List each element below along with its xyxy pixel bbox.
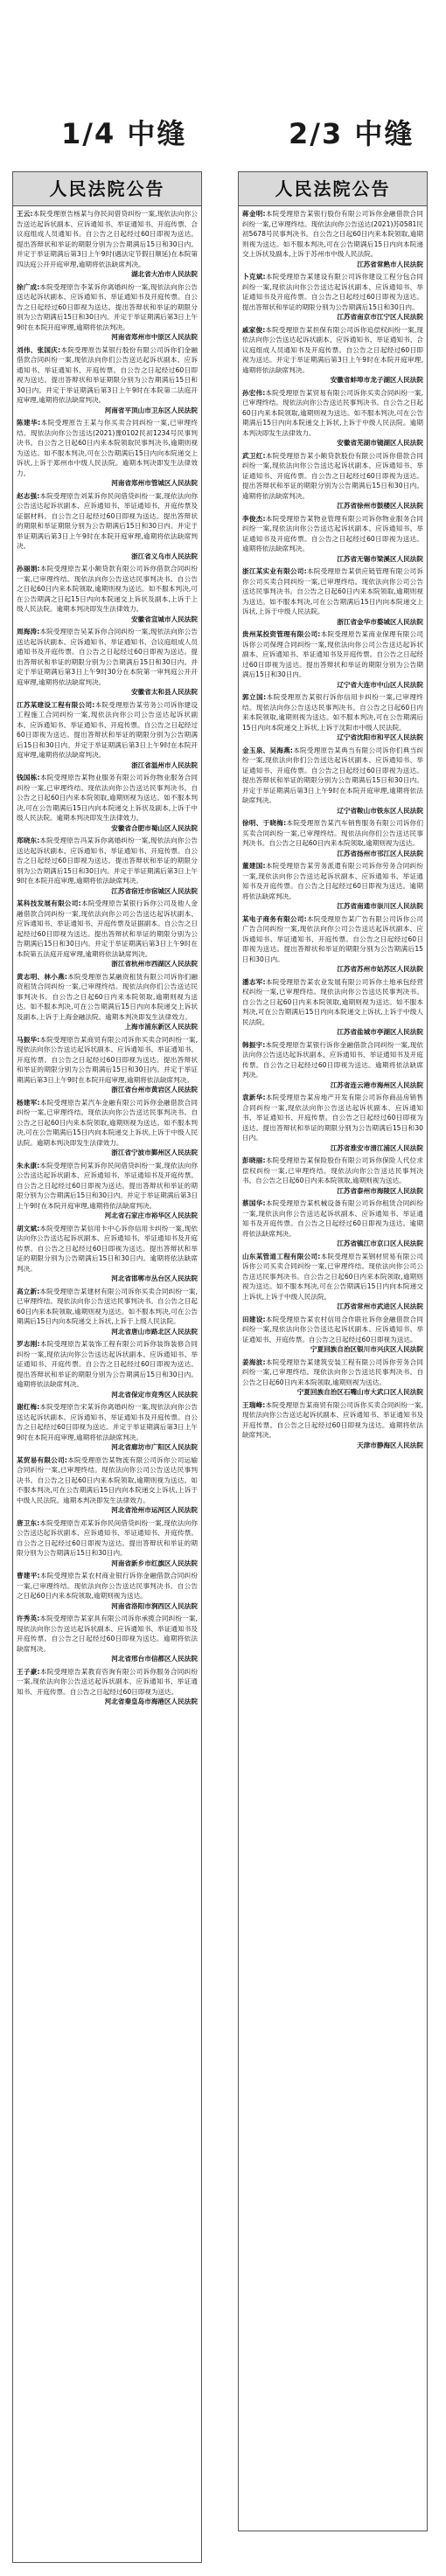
court-notice [242, 746, 423, 816]
court-notice [17, 418, 198, 489]
notice-body: 本院受理原告某融资租赁有限公司诉你们融资租赁合同纠纷一案,已审理终结。现依法向你们公告送达民事判决书。自公告之日起60日内来本院领取,逾期则视为送达。如不服本判决,可在公告期满后15日内向本院递交上诉状及副本,上诉于上海金融法院。逾期本判决即发生法律效力。 [17, 972, 198, 1021]
notice-paragraph [17, 1035, 198, 1086]
notice-court-name: 江苏省连云港市海州区人民法院 [330, 1080, 423, 1089]
court-notice [17, 627, 198, 698]
court-notice [242, 325, 423, 385]
notice-court-name: 河北省秦皇岛市海港区人民法院 [104, 1698, 198, 1705]
court-notice [17, 1667, 198, 1707]
notice-court-name: 浙江省温州市人民法院 [131, 760, 198, 769]
notice-court-name: 江苏省南京市江宁区人民法院 [337, 313, 423, 321]
notice-court-name: 辽宁省沈阳市和平区人民法院 [337, 733, 423, 741]
notice-paragraph [17, 1161, 198, 1212]
notice-paragraph [17, 972, 198, 1023]
court-notice [242, 977, 423, 1038]
notice-court-name: 河南省郑州市中原区人民法院 [111, 333, 198, 341]
notice-body: 本院受理原告冯某诉你离婚纠纷一案,现依法向你公告送达起诉状副本、应诉通知书、举证通知书、开庭传票。自公告之日起经过60日即视为送达。提出答辩状和举证的期限分别为公告期满后15日和30日内。并定于举证期满后第3日上午9时在本院开庭审理,逾期将依法缺席判决。 [17, 837, 198, 885]
court-notice [17, 1161, 198, 1221]
left-notice-list [13, 206, 201, 1712]
court-notice [242, 1315, 423, 1355]
notice-party: 郭立国: [242, 693, 267, 701]
notice-body: 本院受理原告某劳务派遣有限公司诉你劳务合同纠纷一案,现依法向你公告送达起诉状副本、应诉通知书、举证通知书及开庭传票。自公告之日起经过60日即视为送达。逾期将依法缺席判决。 [242, 862, 423, 900]
court-notice [242, 1198, 423, 1249]
notice-paragraph [242, 566, 423, 617]
notice-paragraph [17, 282, 198, 333]
notice-body: 本院受理原告某广告有限公司诉你公司广告合同纠纷一案,现依法向你公司公告送达起诉状副本、应诉通知书、举证通知书、开庭传票。自公告之日起经过60日即视为送达。提出答辩状和举证的期限分别为公告期满后15日和30日内。 [242, 914, 423, 963]
left-column-title: 1/4 中缝 [61, 117, 187, 150]
notice-paragraph [17, 1571, 198, 1601]
notice-court-name: 江苏省宿迁市宿城区人民法院 [111, 886, 198, 895]
notice-court-name: 河南省郑州市管城区人民法院 [111, 479, 198, 487]
notice-party: 马振华: [17, 1035, 40, 1044]
notice-body: 本院受理原告某汽车销售服务有限公司诉你们买卖合同纠纷一案,已审理终结。现依法向你们公告送达民事判决书。自公告之日起60日内来本院领取,逾期则视为送达。 [242, 819, 423, 847]
right-notice-column [238, 171, 428, 2531]
notice-party: 周海涛: [17, 628, 40, 635]
notice-court-name: 江苏省常州市武进区人民法院 [337, 1302, 423, 1310]
notice-party: 戚家俊: [242, 325, 266, 334]
notice-body: 本院受理原告邓某诉你民间借贷纠纷一案,现依法向你公告送达起诉状副本、应诉通知书、举证通知书、开庭传票。自公告之日起经过60日即视为送达。提出答辩状和举证的期限分别为公告期满后15日和30日内。 [17, 1518, 198, 1557]
court-notice [17, 209, 198, 280]
notice-body: 本院受理原告某建设有限公司诉你建设工程分包合同纠纷一案,现依法向你公告送达起诉状副本、应诉通知书、举证通知书及开庭传票。自公告之日起经过60日即视为送达。提出答辩状和举证的期限分别为公告期满后15日和30日内。 [242, 273, 423, 311]
notice-party: 金玉泉、吴海燕: [242, 746, 293, 754]
court-notice [242, 1156, 423, 1196]
notice-court-name: 浙江省台州市黄岩区人民法院 [111, 1086, 198, 1094]
notice-court-name: 安徽省蚌埠市龙子湖区人民法院 [330, 376, 423, 384]
notice-paragraph [242, 1156, 423, 1186]
notice-body: 本院受理原告某信用卡中心诉你信用卡纠纷一案,现依法向你公告送达起诉状副本、应诉通知书、举证通知书及开庭传票。自公告之日起经过60日即视为送达。提出答辩状和举证的期限分别为公告期满后15日和30日内。逾期将依法缺席判决。 [17, 1224, 198, 1273]
court-notice [17, 972, 198, 1032]
notice-party: 杨建军: [17, 1098, 40, 1107]
notice-body: 本院受理原告某小额贷款股份有限公司诉你借款合同纠纷一案,现依法向你公告送达起诉状副本、应诉通知书、举证通知书、开庭传票。自公告之日起经过60日即视为送达。提出答辩状和举证的期限分别为公告期满后15日和30日内。逾期将依法缺席判决。 [242, 451, 423, 500]
notice-paragraph [242, 629, 423, 680]
notice-court-name: 江苏省扬州市邗江区人民法院 [337, 849, 423, 858]
court-notice [17, 491, 198, 562]
court-notice [242, 272, 423, 323]
notice-party: 彭晓丽: [242, 1156, 266, 1164]
notice-paragraph [17, 899, 198, 959]
notice-party: 许秀英: [17, 1614, 40, 1622]
court-notice [17, 773, 198, 833]
notice-paragraph [17, 345, 198, 406]
notice-paragraph [242, 1040, 423, 1080]
notice-court-name: 天津市静海区人民法院 [357, 1441, 423, 1449]
notice-court-name: 江苏省无锡市梁溪区人民法院 [337, 554, 423, 563]
right-notice-list [239, 206, 427, 1455]
notice-court-name: 宁夏回族自治区石嘴山市大武口区人民法院 [296, 1388, 423, 1396]
notice-paragraph [242, 1400, 423, 1441]
court-notice [242, 451, 423, 511]
notice-paragraph [17, 1098, 198, 1149]
notice-body: 本院受理原告某装饰工程有限公司诉你装饰装修合同纠纷一案,现依法向你公告送达起诉状副本、应诉通知书、举证通知书、开庭传票。自公告之日起经过60日即视为送达。提出答辩状和举证的期限分别为公告期满后15日和30日内。逾期将依法缺席判决。 [17, 1340, 198, 1388]
notice-court-name: 江苏省盐城市亭湖区人民法院 [337, 1028, 423, 1036]
notice-court-name: 河南省新乡市红旗区人民法院 [111, 1559, 198, 1567]
court-notice [242, 209, 423, 269]
notice-party: 姜海波: [242, 1357, 266, 1366]
notice-body: 本院受理原告某汽车金融有限公司诉你金融借款合同纠纷一案,已审理终结。现依法向你公告送达民事判决书。自公告之日起60日内来本院领取,逾期则视为送达。如不服本判决,可在公告期满后15日内向本院递交上诉状,上诉于中级人民法院。逾期本判决即发生法律效力。 [17, 1098, 198, 1147]
notice-court-name: 宁夏回族自治区银川市兴庆区人民法院 [310, 1345, 423, 1353]
notice-court-name: 河南省洛阳市涧西区人民法院 [111, 1601, 198, 1610]
notice-paragraph [242, 818, 423, 849]
notice-court-name: 江苏省南通市崇川区人民法院 [337, 902, 423, 910]
notice-paragraph [17, 1518, 198, 1559]
notice-party: 唐卫东: [17, 1518, 40, 1527]
notice-paragraph [242, 1093, 423, 1143]
court-notice [242, 629, 423, 690]
notice-party: 蔡国华: [242, 1199, 266, 1207]
notice-court-name: 河北省沧州市运河区人民法院 [111, 1506, 198, 1514]
notice-body: 本院受理原告某银行诉你公司及他人金融借款合同纠纷一案,现依法向你公司公告送达起诉状副本、应诉通知书、举证通知书、开庭传票及证据副本。自公告之日起经过60日即视为送达。提出答辩状和举证的期限分别为公告期满后15日和30日内。并定于举证期满后第3日上午9时在本院第五法庭开庭审理,逾期将依法缺席判决。 [17, 899, 198, 958]
notice-party: 王云: [17, 210, 33, 218]
notice-paragraph [242, 514, 423, 554]
court-notice [17, 1287, 198, 1337]
notice-body: 本院受理原告刘某诉你民间借贷纠纷一案,现依法向你公告送达起诉状副本、应诉通知书、举证通知书、开庭传票及证据材料。自公告之日起经过60日即视为送达。提出答辩状的期限和举证期限分别为公告期满后15日和30日内。并定于举证期满后第3日上午9时在本院开庭审理,逾期将依法缺席判决。 [17, 491, 198, 550]
notice-party: 蒋金明: [242, 210, 266, 218]
notice-party: 某贸易有限公司: [17, 1455, 67, 1464]
notice-court-name: 安徽省芜湖市镜湖区人民法院 [337, 439, 423, 447]
notice-body: 本院受理原告某银行股份有限公司诉你金融借款合同纠纷一案,已审理终结。现依法向你公告送达(2021)苏0581民初5678号民事判决书。自公告之日起60日内来本院领取,逾期则视为送达。如不服本判决,可在公告期满后15日内向本院递交上诉状及副本,上诉于苏州市中级人民法院。 [242, 210, 423, 258]
notice-paragraph [242, 209, 423, 260]
notice-court-name: 浙江省义乌市人民法院 [131, 552, 198, 560]
court-notice [242, 861, 423, 912]
notice-party: 某电子商务有限公司: [242, 914, 307, 923]
notice-court-name: 江苏省苏州市姑苏区人民法院 [337, 965, 423, 973]
notice-paragraph [17, 773, 198, 823]
notice-paragraph [242, 746, 423, 806]
notice-party: 钱国栋: [17, 774, 40, 781]
notice-court-name: 浙江省杭州市西湖区人民法院 [111, 960, 198, 968]
notice-court-name: 河北省邢台市信都区人民法院 [111, 1655, 198, 1663]
notice-court-name: 江苏省常熟市人民法院 [357, 260, 423, 268]
notice-body: 本院受理原告某银行诉你信用卡纠纷一案,已审理终结。现依法向你公告送达民事判决书。自公告之日起60日内来本院领取,逾期则视为送达。如不服本判决,可在公告期满后15日内向本院递交上诉状,上诉于沈阳市中级人民法院。 [242, 693, 423, 732]
notice-body: 本院受理原告某商贸有限公司诉你买卖合同纠纷一案,现依法向你公告送达起诉状副本、应诉通知书、举证通知书、开庭传票。自公告之日起经过60日即视为送达。提出答辩状和举证的期限分别为公告期满后15日和30日内。并定于举证期满后第3日上午9时在本院开庭审理,逾期将依法缺席判决。 [17, 1035, 198, 1084]
court-notice [242, 1040, 423, 1091]
notice-body: 本院受理原告某贸易有限公司诉你买卖合同纠纷一案,已审理终结。现依法向你公告送达民事判决书。自公告之日起60日内来本院领取,逾期则视为送达。如不服本判决,可在公告期满后15日内向本院递交上诉状,上诉于中级人民法院。逾期本判决即发生法律效力。 [242, 388, 423, 437]
notice-court-name: 河北省廊坊市广阳区人民法院 [111, 1443, 198, 1451]
notice-body: 本院受理原告某物流有限公司诉你公司运输合同纠纷一案,已审理终结。现依法向你公司公告送达民事判决书。自公告之日起60日内来本院领取,逾期则视为送达。如不服本判决,可在公告期满后15日内向本院递交上诉状,上诉于中级人民法院。逾期本判决即发生法律效力。 [17, 1455, 198, 1504]
notice-court-name: 浙江省金华市婺城区人民法院 [337, 617, 423, 626]
notice-party: 曹建平: [17, 1572, 40, 1580]
court-notice [17, 1339, 198, 1399]
notice-paragraph [242, 1357, 423, 1388]
notice-party: 田建设: [242, 1315, 266, 1323]
notice-paragraph [17, 1614, 198, 1654]
court-notice [17, 700, 198, 771]
left-column-header: 人民法院公告 [13, 172, 201, 206]
notice-paragraph [17, 1339, 198, 1390]
notice-body: 本院受理原告何某诉你民间借贷纠纷一案,现依法向你公告送达起诉状副本、应诉通知书、举证通知书及开庭传票。自公告之日起经过60日即视为送达。提出答辩状和举证的期限分别为公告期满后15日和30日内。并定于举证期满后第3日上午9时在本院开庭审理,逾期将依法缺席判决。 [17, 1161, 198, 1210]
notice-body: 本院受理原告某小额贷款有限公司诉你借款合同纠纷一案,已审理终结。现依法向你公告送达民事判决书。自公告之日起60日内来本院领取,逾期则视为送达。如不服本判决,可在公告期满之日起15日内向本院递交上诉状及副本,上诉于上级人民法院。逾期本判决即发生法律效力。 [17, 565, 198, 613]
court-notice [242, 388, 423, 448]
notice-party: 潘志军: [242, 977, 266, 986]
right-column-header: 人民法院公告 [239, 172, 427, 206]
notice-court-name: 河北省唐山市路北区人民法院 [111, 1327, 198, 1336]
notice-court-name: 江苏省淮安市清江浦区人民法院 [330, 1143, 423, 1152]
notice-body: 本院受理原告某银行诉你金融借款合同纠纷一案,现依法向你公告送达起诉状副本、应诉通知书、举证通知书及开庭传票。自公告之日起经过60日即视为送达。逾期将依法缺席判决。 [242, 1040, 423, 1079]
court-notice [242, 692, 423, 743]
notice-court-name: 河北省保定市竞秀区人民法院 [111, 1390, 198, 1399]
notice-body: 本院受理原告某房地产开发有限公司诉你商品房销售合同纠纷一案,现依法向你公告送达起诉状副本、应诉通知书、举证通知书、开庭传票。自公告之日起经过60日即视为送达。提出答辩状和举证的期限分别为公告期满后15日和30日内。 [242, 1094, 423, 1142]
notice-body: 本院受理原告某建材有限公司诉你买卖合同纠纷一案,已审理终结。现依法向你公告送达民事判决书。自公告之日起60日内来本院领取,逾期则视为送达。如不服本判决,可在公告期满后15日内向本院递交上诉状,上诉于上级人民法院。 [17, 1287, 198, 1325]
court-notice [17, 564, 198, 624]
court-notice [17, 345, 198, 416]
notice-party: 王瑞峰: [242, 1400, 266, 1409]
notice-party: 贵州某投资管理有限公司: [242, 630, 321, 638]
court-notice [17, 1518, 198, 1569]
notice-party: 陈建华: [17, 419, 41, 427]
notice-party: 袁新华: [242, 1094, 266, 1101]
notice-paragraph [17, 836, 198, 886]
notice-paragraph [17, 1455, 198, 1506]
court-notice [242, 514, 423, 565]
notice-body: 本院受理原告李某诉你离婚纠纷一案,现依法向你公告送达起诉状副本、应诉通知书、举证通知书及开庭传票。自公告之日起经过60日即视为送达。提出答辩状和举证的期限分别为公告期满后15日和30日内。并定于举证期满后第3日上午9时在本院开庭审理,逾期将依法判决。 [17, 282, 198, 331]
notice-paragraph [17, 1667, 198, 1698]
notice-party: 徐广成: [17, 282, 40, 291]
notice-paragraph [17, 1287, 198, 1327]
notice-paragraph [17, 700, 198, 760]
court-notice [242, 1400, 423, 1451]
court-notice [242, 818, 423, 858]
court-notice [242, 1093, 423, 1153]
notice-court-name: 安徽省宣城市人民法院 [131, 614, 198, 623]
notice-body: 本院受理原告某保险股份有限公司诉你保险人代位求偿权纠纷一案,已审理终结。现依法向你公告送达民事判决书。自公告之日起60日内来本院领取,逾期则视为送达。 [242, 1156, 423, 1184]
notice-body: 本院受理原告某物业管理有限公司诉你物业服务合同纠纷一案,现依法向你公告送达起诉状副本、应诉通知书、举证通知书及开庭传票。自公告之日起经过60日即视为送达。逾期将依法缺席判决。 [242, 514, 423, 552]
court-notice [17, 1455, 198, 1516]
notice-paragraph [17, 418, 198, 478]
notice-body: 本院受理原告某担保有限公司诉你追偿权纠纷一案,现依法向你公告送达起诉状副本、应诉通知书、举证通知书、合议庭组成人员通知书及开庭传票。自公告之日起经过60日即视为送达。并定于举证期满后第3日上午9时在本院开庭审理,逾期将依法缺席判决。 [242, 325, 423, 374]
notice-party: 罗志刚: [17, 1340, 40, 1348]
notice-paragraph [242, 861, 423, 901]
left-notice-column [12, 171, 202, 2563]
notice-party: 山东某管道工程有限公司: [242, 1252, 321, 1260]
notice-party: 某科技发展有限公司: [17, 899, 81, 907]
notice-body: 本院受理原告某机械设备有限公司诉你租赁合同纠纷一案,现依法向你公告送达起诉状副本、应诉通知书、举证通知书及开庭传票。自公告之日起经过60日即视为送达。逾期将依法缺席判决。 [242, 1199, 423, 1238]
court-notice [17, 1614, 198, 1664]
notice-court-name: 辽宁省鞍山市铁东区人民法院 [337, 806, 423, 815]
notice-party: 高立新: [17, 1287, 40, 1295]
court-notice [17, 1402, 198, 1453]
notice-paragraph [242, 451, 423, 502]
notice-party: 董建国: [242, 862, 266, 870]
court-notice [242, 914, 423, 975]
court-notice [17, 1571, 198, 1611]
notice-party: 卜克斌: [242, 273, 266, 281]
notice-paragraph [17, 1224, 198, 1274]
notice-body: 本院受理原告王某与你买卖合同纠纷一案,已审理终结。现依法向你公告送达(2021)豫0102民初1234号民事判决书。自公告之日起60日内来本院领取民事判决书,逾期则视为送达。如不服本判决,可在公告期满后15日内向本院递交上诉状,上诉于郑州市中级人民法院。逾期本判决即发生法律效力。 [17, 419, 198, 477]
notice-body: 本院受理原告某商贸有限公司诉你买卖合同纠纷一案,现依法向你公告送达起诉状副本、应诉通知书、举证通知书及开庭传票。自公告之日起经过60日即视为送达。逾期将依法缺席判决。 [242, 1400, 423, 1439]
notice-paragraph [242, 325, 423, 376]
notice-party: 浙江某实业有限公司: [242, 567, 307, 575]
court-notice [17, 282, 198, 343]
notice-paragraph [17, 209, 198, 269]
court-notice [17, 899, 198, 969]
court-notice [17, 1098, 198, 1158]
notice-party: 徐明、于晓梅: [242, 819, 287, 827]
notice-paragraph [242, 914, 423, 965]
court-notice [17, 1035, 198, 1095]
notice-paragraph [242, 1198, 423, 1239]
notice-court-name: 河北省邯郸市丛台区人民法院 [111, 1274, 198, 1282]
notice-paragraph [242, 1315, 423, 1345]
court-notice [242, 1252, 423, 1312]
notice-body: 本院受理原告某劳务公司诉你建设工程施工合同纠纷一案,现依法向你公司公告送达起诉状副本、应诉通知书、举证通知书、开庭传票。自公告之日起经过60日即视为送达。提出答辩状和举证的期限分别为公告期满后15日和30日内。并定于举证期满后第3日上午9时在本院开庭审理,逾期将依法缺席判决。 [17, 700, 198, 759]
notice-party: 朱永康: [17, 1161, 40, 1170]
notice-body: 本院受理原告某物业服务有限公司诉你物业服务合同纠纷一案,已审理终结。现依法向你公告送达民事判决书。自公告之日起60日内来本院领取,逾期则视为送达。如不服本判决,可在公告期满后15日内向本院递交上诉状及副本,上诉于中级人民法院。逾期本判决即发生法律效力。 [17, 774, 198, 822]
notice-paragraph [17, 564, 198, 614]
notice-body: 本院受理原告吴某诉你合同纠纷一案,现依法向你公告送达起诉状副本、应诉通知书、举证通知书、合议庭组成人员通知书及开庭传票。自公告之日起经过60日即视为送达。提出答辩状和举证的期限分别为公告期满后15日和30日内。并定于举证期满后第3日上午9时30分在本院第一审判庭公开开庭审理,逾期将依法缺席判决。 [17, 628, 198, 686]
notice-paragraph [17, 1402, 198, 1442]
notice-paragraph [17, 627, 198, 687]
notice-party: 武卫红: [242, 451, 266, 460]
notice-party: 刘伟、张国庆: [17, 345, 61, 354]
notice-party: 韩振宇: [242, 1040, 266, 1049]
notice-party: 孙宏伟: [242, 388, 266, 397]
notice-body: 本院受理原告杨某与你民间借贷纠纷一案,现依法向你公告送达起诉状副本、应诉通知书、举证通知书、开庭传票、合议庭组成人员通知书。自公告之日起经过60日即视为送达。提出答辩状和举证的期限分别为公告期满后15日和30日内。并定于举证期满后第3日上午9时(遇法定节假日顺延)在本院第四法庭公开开庭审理,逾期将依法缺席判决。 [17, 210, 198, 268]
notice-paragraph [242, 1252, 423, 1302]
notice-body: 本院受理原告某供应链管理有限公司诉你公司买卖合同纠纷一案,已审理终结。现依法向你公司公告送达民事判决书。自公告之日起60日内来本院领取,逾期则视为送达。如不服本判决,可在公告期满后15日内向本院递交上诉状,上诉于中级人民法院。 [242, 567, 423, 615]
notice-body: 本院受理原告某教育咨询有限公司诉你服务合同纠纷一案,现依法向你公告送达起诉状副本、应诉通知书、举证通知书、开庭传票。自公告之日起经过60日即视为送达。 [17, 1667, 198, 1696]
notice-body: 本院受理原告宋某诉你离婚纠纷一案,现依法向你公告送达起诉状副本、应诉通知书、举证通知书及开庭传票。自公告之日起经过60日即视为送达。并定于举证期满后第3日上午9时在本院开庭审理,逾期将依法缺席判决。 [17, 1403, 198, 1441]
notice-party: 孙丽娟: [17, 565, 40, 573]
notice-court-name: 安徽省合肥市蜀山区人民法院 [111, 823, 198, 832]
notice-party: 郑晓东: [17, 837, 40, 844]
notice-body: 本院受理原告某商业保理有限公司诉你公司保理合同纠纷一案,现依法向你公司公告送达起诉状副本、应诉通知书、举证通知书及开庭传票。自公告之日起经过60日即视为送达。提出答辩状和举证的期限分别为公告期满后15日和30日内。 [242, 630, 423, 678]
notice-body: 本院受理原告某典当有限公司诉你们典当纠纷一案,现依法向你们公告送达起诉状副本、应诉通知书、举证通知书、开庭传票。自公告之日起经过60日即视为送达。提出答辩状和举证的期限分别为公告期满后15日和30日内。并定于举证期满后第3日上午9时在本院开庭审理,逾期将依法缺席判决。 [242, 746, 423, 804]
notice-party: 李俊杰: [242, 514, 266, 523]
right-column-title: 2/3 中缝 [289, 117, 415, 150]
notice-court-name: 湖北省大冶市人民法院 [131, 270, 198, 278]
notice-paragraph [242, 977, 423, 1028]
court-notice [17, 836, 198, 896]
notice-court-name: 河北省石家庄市裕华区人民法院 [104, 1212, 198, 1219]
notice-body: 本院受理原告某银行股份有限公司诉你们金融借款合同纠纷一案,现依法向你们公告送达起诉状副本、应诉通知书、举证通知书、开庭传票。自公告之日起经过60日即视为送达。提出答辩状和举证期限分别为公告期满后15日和30日内。并定于举证期满后第3日上午9时在本院第二法庭开庭审理,逾期将依法缺席判决。 [17, 345, 198, 404]
notice-party: 江苏某建设工程有限公司: [17, 700, 95, 709]
notice-body: 本院受理原告某家具有限公司诉你承揽合同纠纷一案,现依法向你公告送达起诉状副本、应诉通知书、举证通知书及开庭传票。自公告之日起经过60日即视为送达。逾期将依法缺席判决。 [17, 1614, 198, 1653]
notice-body: 本院受理原告某钢材贸易有限公司诉你公司买卖合同纠纷一案,已审理终结。现依法向你公司公告送达民事判决书。自公告之日起60日内来本院领取,逾期则视为送达。如不服本判决,可在公告期满后15日内向本院递交上诉状,上诉于中级人民法院。 [242, 1252, 423, 1301]
notice-party: 赵志强: [17, 491, 40, 500]
notice-court-name: 上海市浦东新区人民法院 [124, 1023, 198, 1031]
notice-party: 王子豪: [17, 1667, 40, 1676]
notice-party: 黄志明、林小燕: [17, 972, 67, 981]
notice-court-name: 河南省平顶山市卫东区人民法院 [104, 406, 198, 414]
notice-body: 本院受理原告某建筑安装工程有限公司诉你劳务合同纠纷一案,已审理终结。现依法向你公告送达民事判决书。自公告之日起60日内来本院领取,逾期则视为送达。 [242, 1357, 423, 1386]
notice-paragraph [242, 272, 423, 312]
notice-court-name: 江苏省泰州市海陵区人民法院 [337, 1186, 423, 1195]
court-notice [242, 1357, 423, 1398]
notice-paragraph [242, 692, 423, 733]
notice-paragraph [242, 388, 423, 439]
notice-party: 胡文斌: [17, 1224, 40, 1232]
notice-court-name: 浙江省宁波市鄞州区人民法院 [111, 1149, 198, 1156]
court-notice [242, 566, 423, 627]
court-notice [17, 1224, 198, 1284]
notice-court-name: 江苏省镇江市京口区人民法院 [337, 1239, 423, 1247]
notice-body: 本院受理原告某农业发展有限公司诉你土地承包经营权纠纷一案,已审理终结。现依法向你公告送达民事判决书。自公告之日起60日内来本院领取,逾期则视为送达。如不服本判决,可在公告期满后15日内向本院递交上诉状,上诉于中级人民法院。 [242, 977, 423, 1026]
notice-party: 谢红梅: [17, 1403, 40, 1411]
notice-court-name: 辽宁省大连市中山区人民法院 [337, 680, 423, 689]
notice-court-name: 安徽省太和县人民法院 [131, 688, 198, 696]
notice-court-name: 江苏省徐州市鼓楼区人民法院 [337, 502, 423, 510]
notice-body: 本院受理原告某农村信用合作联社诉你金融借款合同纠纷一案,现依法向你公告送达起诉状副本、应诉通知书、举证通知书、开庭传票。自公告之日起经过60日即视为送达。 [242, 1315, 423, 1344]
notice-paragraph [17, 491, 198, 552]
notice-body: 本院受理原告某农村商业银行诉你金融借款合同纠纷一案,已审理终结。现依法向你公告送达民事判决书。自公告之日起60日内来本院领取,逾期则视为送达。 [17, 1572, 198, 1600]
